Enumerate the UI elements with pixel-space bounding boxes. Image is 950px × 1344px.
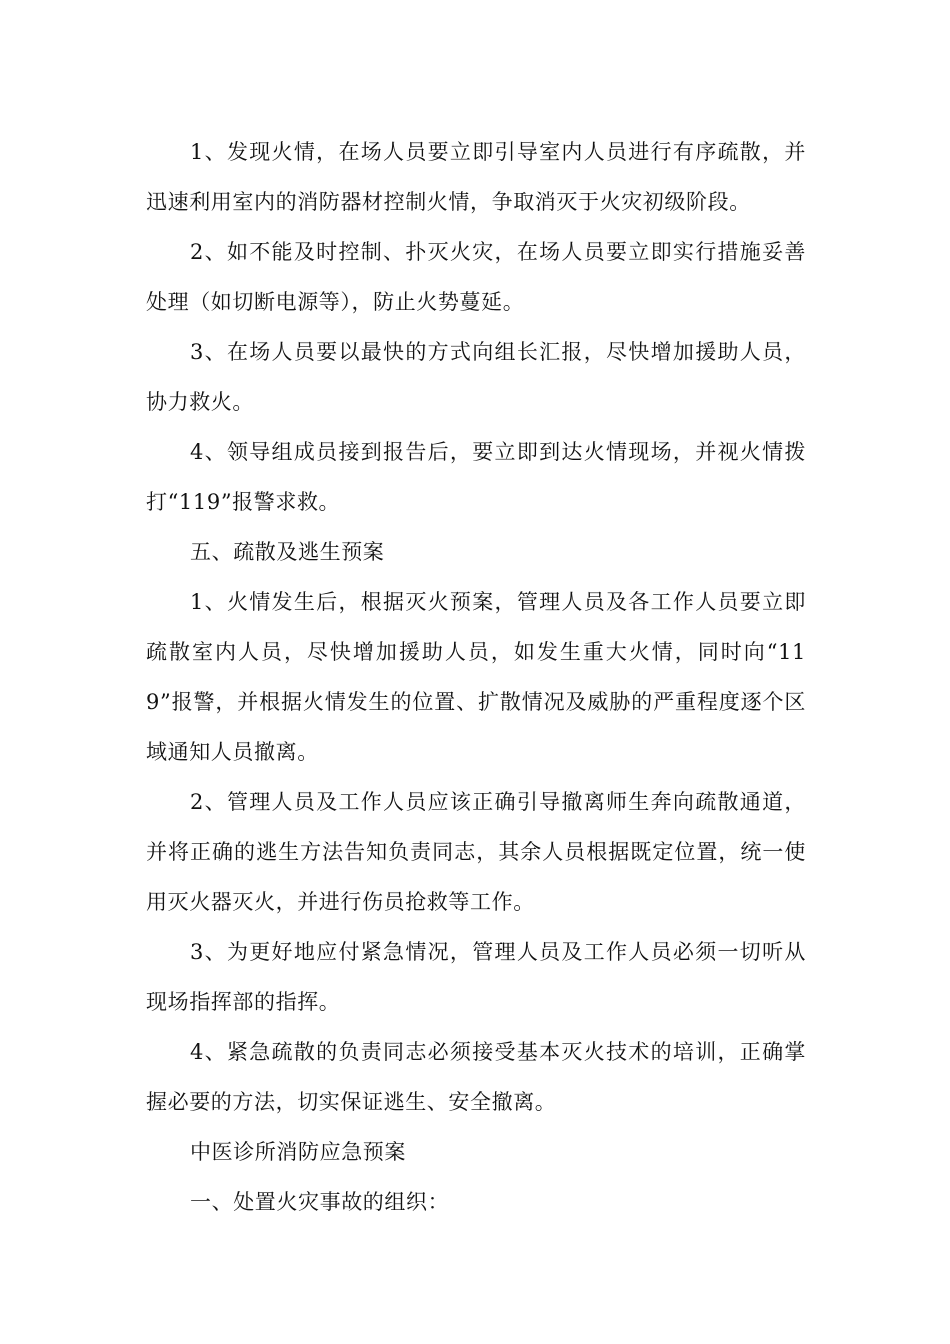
paragraph: 2、管理人员及工作人员应该正确引导撤离师生奔向疏散通道，并将正确的逃生方法告知负责同志，其余人员根据既定位置，统一使用灭火器灭火，并进行伤员抢救等工作。 xyxy=(146,790,806,914)
document-title: 中医诊所消防应急预案 xyxy=(190,1140,406,1164)
paragraph: 1、发现火情，在场人员要立即引导室内人员进行有序疏散，并迅速利用室内的消防器材控制火情，争取消灭于火灾初级阶段。 xyxy=(146,140,806,214)
paragraph: 2、如不能及时控制、扑灭火灾，在场人员要立即实行措施妥善处理（如切断电源等），防止火势蔓延。 xyxy=(146,240,806,314)
paragraph: 4、领导组成员接到报告后，要立即到达火情现场，并视火情拨打“119”报警求救。 xyxy=(146,440,806,514)
paragraph: 3、在场人员要以最快的方式向组长汇报，尽快增加援助人员，协力救火。 xyxy=(146,340,806,414)
paragraph: 1、火情发生后，根据灭火预案，管理人员及各工作人员要立即疏散室内人员，尽快增加援助人员，如发生重大火情，同时向“119”报警，并根据火情发生的位置、扩散情况及威胁的严重程度逐个区域通知人员撤离。 xyxy=(146,590,806,764)
section-heading: 五、疏散及逃生预案 xyxy=(190,540,385,564)
paragraph: 4、紧急疏散的负责同志必须接受基本灭火技术的培训，正确掌握必要的方法，切实保证逃生、安全撤离。 xyxy=(146,1040,806,1114)
section-heading: 一、处置火灾事故的组织： xyxy=(190,1190,450,1214)
paragraph: 3、为更好地应付紧急情况，管理人员及工作人员必须一切听从现场指挥部的指挥。 xyxy=(146,940,806,1014)
document-body xyxy=(146,127,806,1227)
